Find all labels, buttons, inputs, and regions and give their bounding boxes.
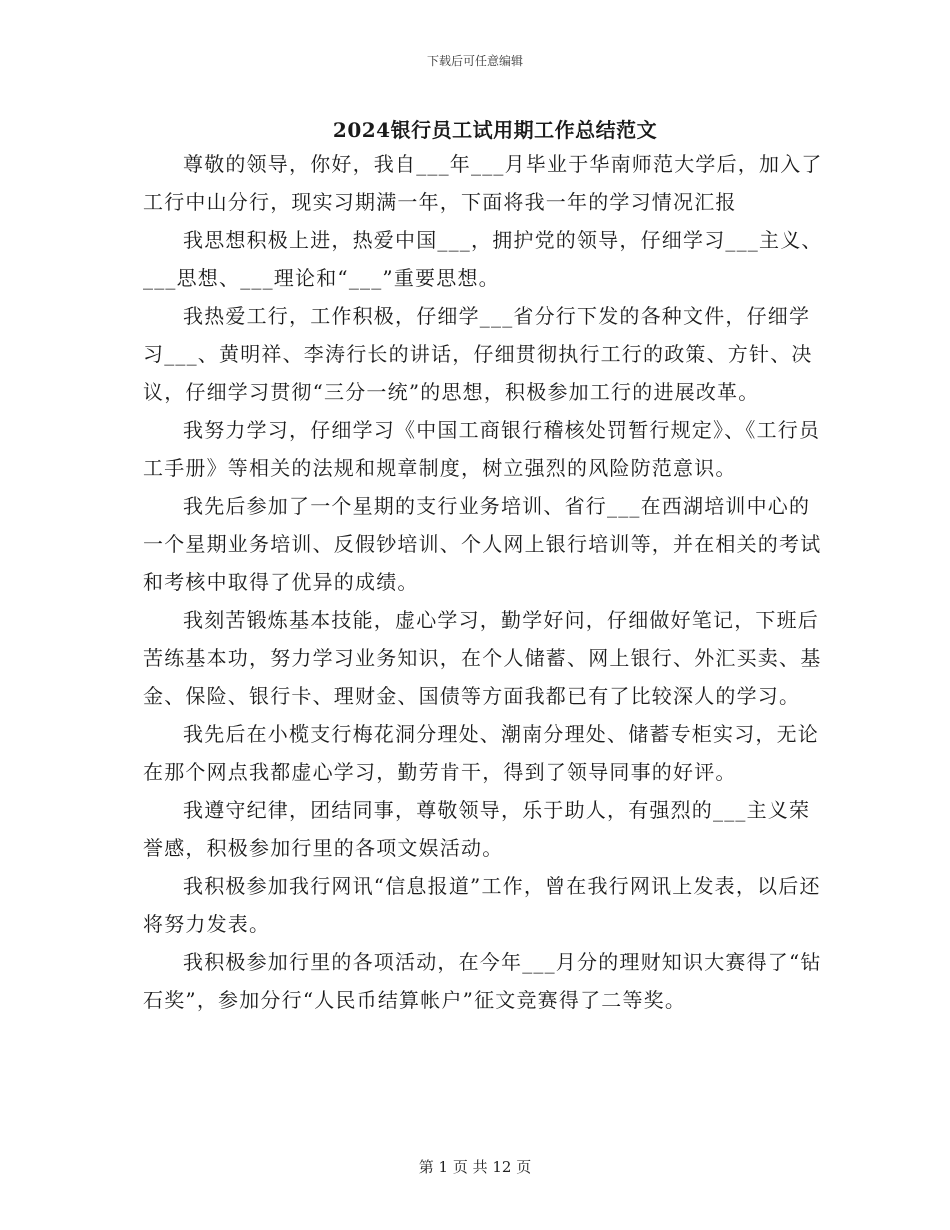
paragraph-internship: 我先后在小榄支行梅花洞分理处、潮南分理处、储蓄专柜实习，无论在那个网点我都虚心学习，勤劳肯干，得到了领导同事的好评。	[143, 722, 819, 784]
paragraph-work-attitude: 我热爱工行，工作积极，仔细学___省分行下发的各种文件，仔细学习___、黄明祥、李涛行长的讲话，仔细贯彻执行工行的政策、方针、决议，仔细学习贯彻“三分一统”的思想，积极参加工行的进展改革。	[143, 304, 813, 404]
paragraph-news-reporting: 我积极参加我行网讯“信息报道”工作，曾在我行网讯上发表，以后还将努力发表。	[143, 874, 821, 936]
paragraph-greeting: 尊敬的领导，你好，我自___年___月毕业于华南师范大学后，加入了工行中山分行，现实习期满一年，下面将我一年的学习情况汇报	[143, 152, 823, 214]
paragraph-activities: 我积极参加行里的各项活动，在今年___月分的理财知识大赛得了“钻石奖”，参加分行“人民币结算帐户”征文竞赛得了二等奖。	[143, 950, 822, 1012]
paragraph-skills: 我刻苦锻炼基本技能，虚心学习，勤学好问，仔细做好笔记，下班后苦练基本功，努力学习业务知识，在个人储蓄、网上银行、外汇买卖、基金、保险、银行卡、理财金、国债等方面我都已有了比较深人的学习。	[143, 608, 822, 708]
paragraph-discipline: 我遵守纪律，团结同事，尊敬领导，乐于助人，有强烈的___主义荣誉感，积极参加行里的各项文娱活动。	[143, 798, 811, 860]
paragraph-regulations: 我努力学习，仔细学习《中国工商银行稽核处罚暂行规定》、《工行员工手册》等相关的法规和规章制度，树立强烈的风险防范意识。	[143, 418, 821, 480]
paragraph-ideology: 我思想积极上进，热爱中国___，拥护党的领导，仔细学习___主义、___思想、___理论和“___”重要思想。	[143, 228, 823, 290]
paragraph-training: 我先后参加了一个星期的支行业务培训、省行___在西湖培训中心的一个星期业务培训、反假钞培训、个人网上银行培训等，并在相关的考试和考核中取得了优异的成绩。	[143, 494, 822, 594]
header-note: 下载后可任意编辑	[426, 54, 523, 68]
document-title: 2024银行员工试用期工作总结范文	[332, 118, 658, 142]
page-indicator: 第 1 页 共 12 页	[418, 1158, 532, 1176]
document-body	[143, 145, 823, 1019]
